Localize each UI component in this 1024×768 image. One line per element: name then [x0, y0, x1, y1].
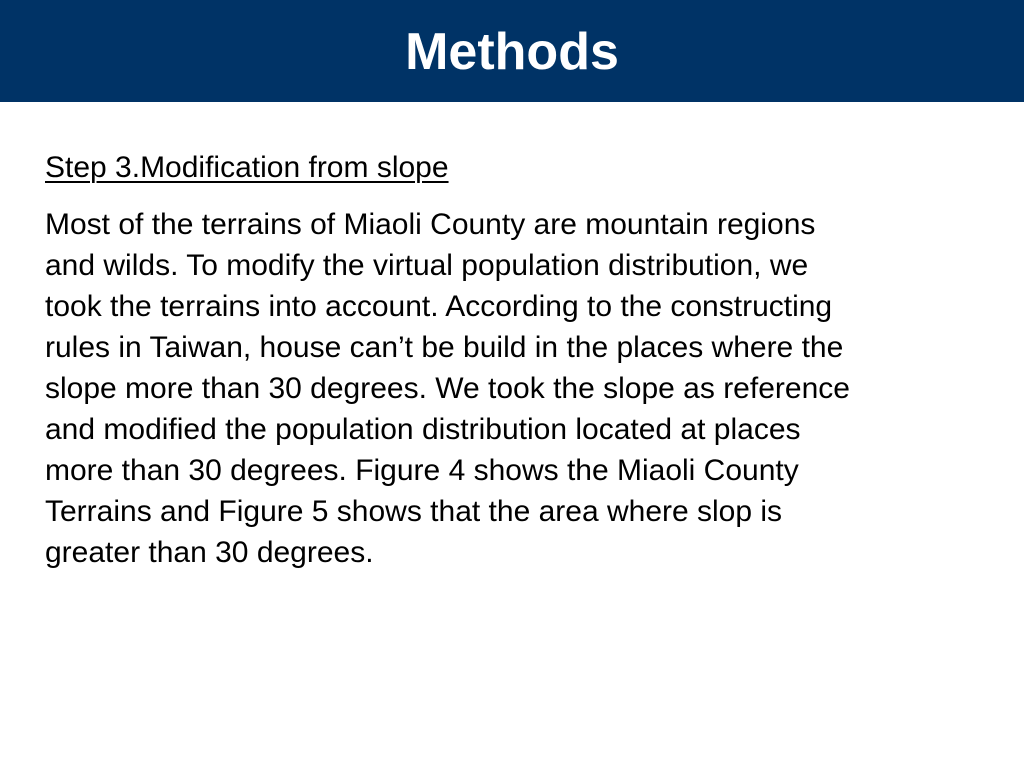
step-heading: Step 3.Modification from slope — [45, 151, 449, 184]
title-bar — [0, 0, 1024, 102]
slide-title: Methods — [405, 23, 619, 81]
slide-content — [45, 148, 985, 573]
body-paragraph: Most of the terrains of Miaoli County are mountain regions and wilds. To modify the virtual population distribution, we took the terrains into account. According to the constructing rules in Taiwan, house can’t be build in the places where the slope more than 30 degrees. We took the slope as reference and modified the population distribution located at places more than 30 degrees. Figure 4 shows the Miaoli County Terrains and Figure 5 shows that the area where slop is greater than 30 degrees. — [45, 208, 850, 569]
